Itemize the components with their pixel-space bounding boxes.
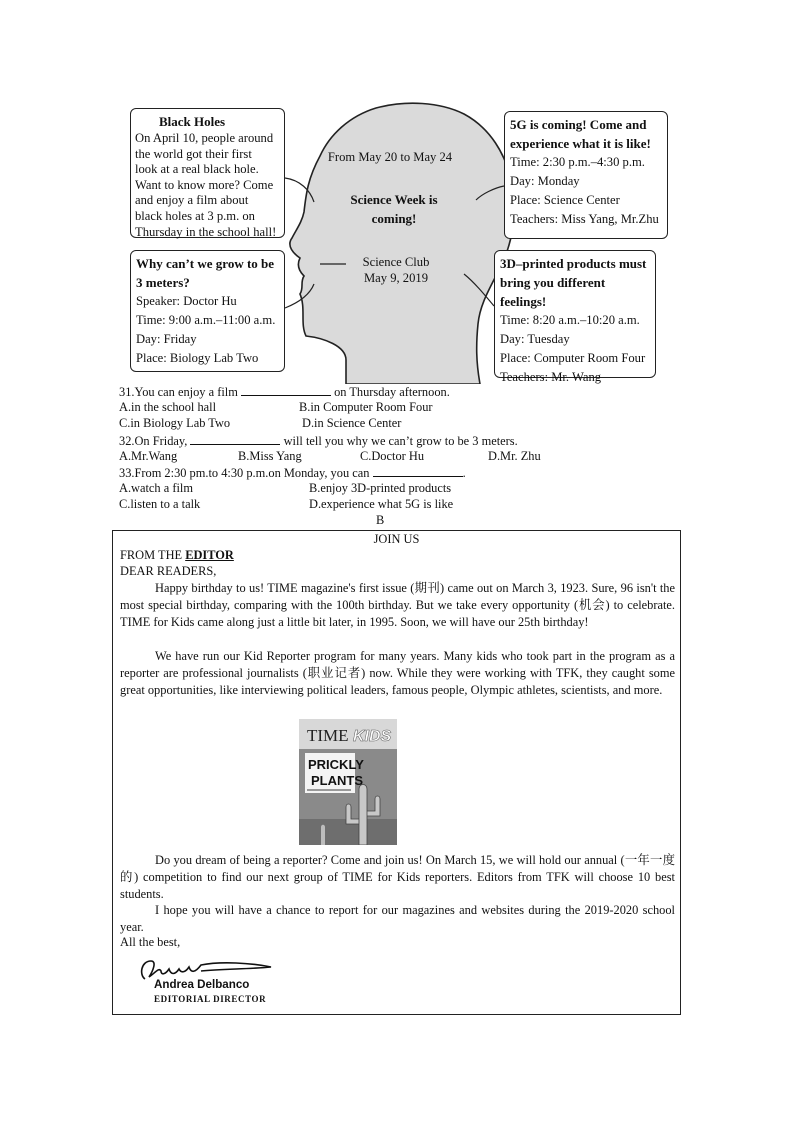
question-31-options [119,415,679,431]
question-31-text-b: on Thursday afternoon. [334,385,450,399]
option-b[interactable]: B.in Computer Room Four [299,400,433,415]
magazine-cover-image [299,719,397,845]
cactus-icon [321,825,325,845]
closing: All the best, [120,935,181,949]
question-33-text-b: . [462,465,466,480]
paragraph-1: Happy birthday to us! TIME magazine's first issue (期刊) came out on March 3, 1923. Sure, 96 isn't the most special birthday, comparing with the 100th birthday. But we take every opportunity (机会) to celebrate. TIME for Kids came along just a little bit later, in 1995. Soon, we will have our 25th birthday! [120,581,675,629]
three-d-title: bring you different feelings! [500,275,606,309]
three-d-box [494,250,656,384]
five-g-time: Time: 2:30 p.m.–4:30 p.m. [510,155,645,169]
option-a[interactable]: A.watch a film [119,481,193,496]
five-g-title: 5G is coming! Come and [510,117,647,132]
paragraph-2: We have run our Kid Reporter program for many years. Many kids who took part in the program as a reporter are professional journalists (职业记者) now. While they were working with TFK, they caught some great opportunities, like interviewing political leaders, famous people, Olympic athletes, scientists, and more. [120,649,675,697]
answer-blank[interactable] [373,464,463,477]
section-letter: B [376,513,385,527]
black-holes-line: Thursday in the school hall! [135,224,277,239]
signer-name: Andrea Delbanco [154,978,250,991]
science-week-dates: From May 20 to May 24 [327,150,453,164]
from-the-editor [120,547,234,564]
grow-talk-place: Place: Biology Lab Two [136,351,259,365]
question-31-text-a: 31.You can enjoy a film on Thursday afternoon. [119,385,450,399]
cover-brand-kids: KIDS [353,728,392,745]
grow-talk-box [130,250,285,372]
question-31-options [119,399,679,415]
question-33-stem [119,464,679,480]
option-c[interactable]: C.listen to a talk [119,497,201,512]
question-32-text-b: will tell you why we can’t grow to be 3 meters. [283,433,518,448]
grow-talk-day: Day: Friday [136,332,197,346]
science-week-title-line: coming! [371,211,417,226]
option-d[interactable]: D.experience what 5G is like [309,497,454,512]
five-g-place: Place: Science Center [510,193,620,207]
five-g-day: Day: Monday [510,174,580,188]
grow-talk-speaker: Speaker: Doctor Hu [136,294,237,308]
black-holes-title: Black Holes [159,114,226,129]
grow-talk-title: 3 meters? [136,275,190,290]
three-d-place: Place: Computer Room Four [500,351,646,365]
black-holes-line: look at a real black hole. [135,162,259,177]
cover-brand-time: TIME [307,726,349,745]
science-week-poster [124,98,676,384]
questions-section [119,383,679,513]
black-holes-line: Want to know more? Come [135,177,274,192]
science-week-title-line: Science Week is [350,192,438,207]
question-32-options [119,448,679,464]
black-holes-line: black holes at 3 p.m. on [135,208,255,223]
option-a[interactable]: A.Mr.Wang [119,448,178,463]
question-32-stem [119,432,679,448]
question-33-options [119,496,679,512]
option-a[interactable]: A.in the school hall [119,400,217,415]
magazine-cover [299,719,397,845]
paragraph-4: I hope you will have a chance to report for our magazines and websites during the 2019-2020 school year. [120,903,675,934]
three-d-day: Day: Tuesday [500,332,570,346]
option-b[interactable]: B.Miss Yang [238,448,302,463]
grow-talk-title: Why can’t we grow to be [136,256,275,271]
three-d-time: Time: 8:20 a.m.–10:20 a.m. [500,313,640,327]
question-33-options [119,480,679,496]
option-c[interactable]: C.in Biology Lab Two [119,416,231,431]
greeting: DEAR READERS, [120,564,217,578]
five-g-title: experience what it is like! [510,136,651,151]
letter-heading: JOIN US [373,532,420,546]
five-g-teachers: Teachers: Miss Yang, Mr.Zhu [510,212,659,226]
from-prefix: FROM THE [120,548,186,562]
answer-blank[interactable] [190,432,280,445]
black-holes-line: the world got their first [135,146,252,161]
black-holes-line: and enjoy a film about [135,193,249,208]
question-33-text-a: 33.From 2:30 pm.to 4:30 p.m.on Monday, you can [119,465,370,480]
science-club-signoff [348,254,444,286]
cover-headline: PRICKLY [308,757,364,772]
five-g-box [504,111,668,239]
black-holes-line: On April 10, people around [135,131,274,145]
option-c[interactable]: C.Doctor Hu [360,448,425,463]
option-d[interactable]: D.Mr. Zhu [488,448,541,463]
signer-title: EDITORIAL DIRECTOR [154,994,267,1004]
option-b[interactable]: B.enjoy 3D-printed products [309,481,452,496]
grow-talk-time: Time: 9:00 a.m.–11:00 a.m. [136,313,276,327]
club-date: May 9, 2019 [363,271,428,285]
three-d-title: 3D–printed products must [500,256,647,271]
letter-box [112,530,681,1015]
head-silhouette [290,103,514,384]
three-d-teachers: Teachers: Mr. Wang [500,370,602,384]
paragraph-3: Do you dream of being a reporter? Come and join us! On March 15, we will hold our annual (一年一度的) competition to find our next group of TIME for Kids reporters. Editors from TFK will choose 10 best students. [120,853,675,901]
club-name: Science Club [362,255,430,269]
editor-word: EDITOR [185,548,234,562]
science-week-title [330,190,458,228]
question-31-stem [119,383,679,399]
option-d[interactable]: D.in Science Center [302,416,402,431]
black-holes-box [130,108,285,238]
answer-blank[interactable] [241,383,331,396]
cover-headline: PLANTS [311,773,363,788]
question-32-text-a: 32.On Friday, [119,433,188,448]
